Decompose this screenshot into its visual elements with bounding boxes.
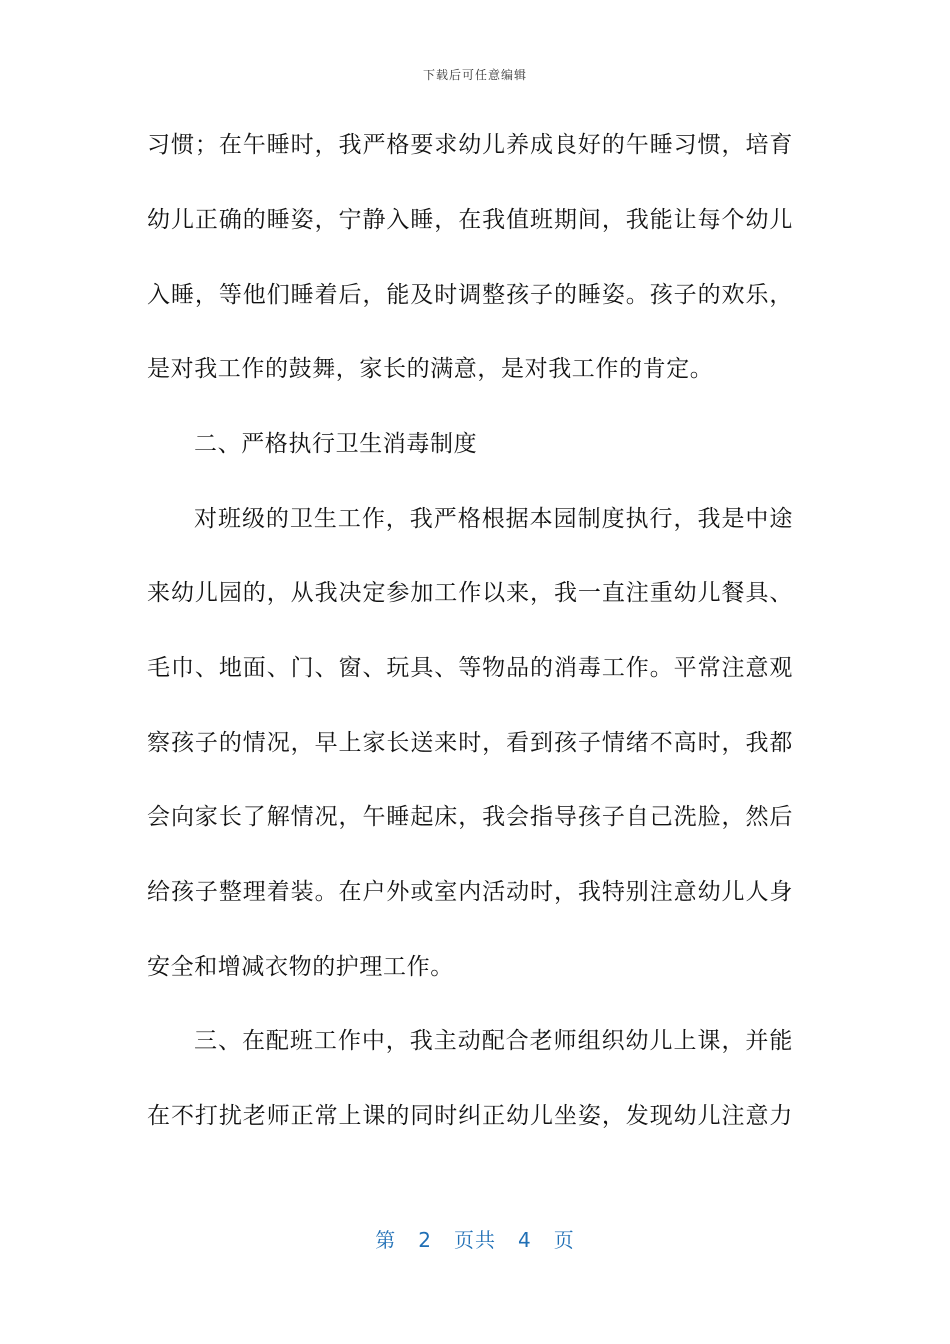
text-line: 习惯；在午睡时，我严格要求幼儿养成良好的午睡习惯，培育: [147, 132, 793, 158]
total-pages-number: 4: [518, 1228, 532, 1252]
text-line: 入睡，等他们睡着后，能及时调整孩子的睡姿。孩子的欢乐，: [147, 282, 793, 308]
text-line: 会向家长了解情况，午睡起床，我会指导孩子自己洗脸，然后: [147, 804, 793, 830]
page-label-mid: 页共: [454, 1228, 496, 1252]
text-line: 安全和增减衣物的护理工作。: [147, 954, 454, 980]
text-line: 毛巾、地面、门、窗、玩具、等物品的消毒工作。平常注意观: [147, 655, 793, 681]
text-line: 来幼儿园的，从我决定参加工作以来，我一直注重幼儿餐具、: [147, 580, 793, 606]
text-line: 是对我工作的鼓舞，家长的满意，是对我工作的肯定。: [147, 356, 714, 382]
current-page-number: 2: [418, 1228, 432, 1252]
text-line: 察孩子的情况，早上家长送来时，看到孩子情绪不高时，我都: [147, 730, 793, 756]
page-label-suffix: 页: [553, 1228, 575, 1252]
text-line: 三、在配班工作中，我主动配合老师组织幼儿上课，并能: [194, 1028, 793, 1054]
text-line: 幼儿正确的睡姿，宁静入睡，在我值班期间，我能让每个幼儿: [147, 207, 793, 233]
page-footer: [0, 1224, 950, 1253]
text-line: 对班级的卫生工作，我严格根据本园制度执行，我是中途: [194, 506, 793, 532]
page-header: 下载后可任意编辑: [422, 68, 527, 82]
section-heading: 二、严格执行卫生消毒制度: [194, 431, 478, 457]
page-label-prefix: 第: [375, 1228, 397, 1252]
text-line: 在不打扰老师正常上课的同时纠正幼儿坐姿，发现幼儿注意力: [147, 1103, 793, 1129]
text-line: 给孩子整理着装。在户外或室内活动时，我特别注意幼儿人身: [147, 879, 793, 905]
